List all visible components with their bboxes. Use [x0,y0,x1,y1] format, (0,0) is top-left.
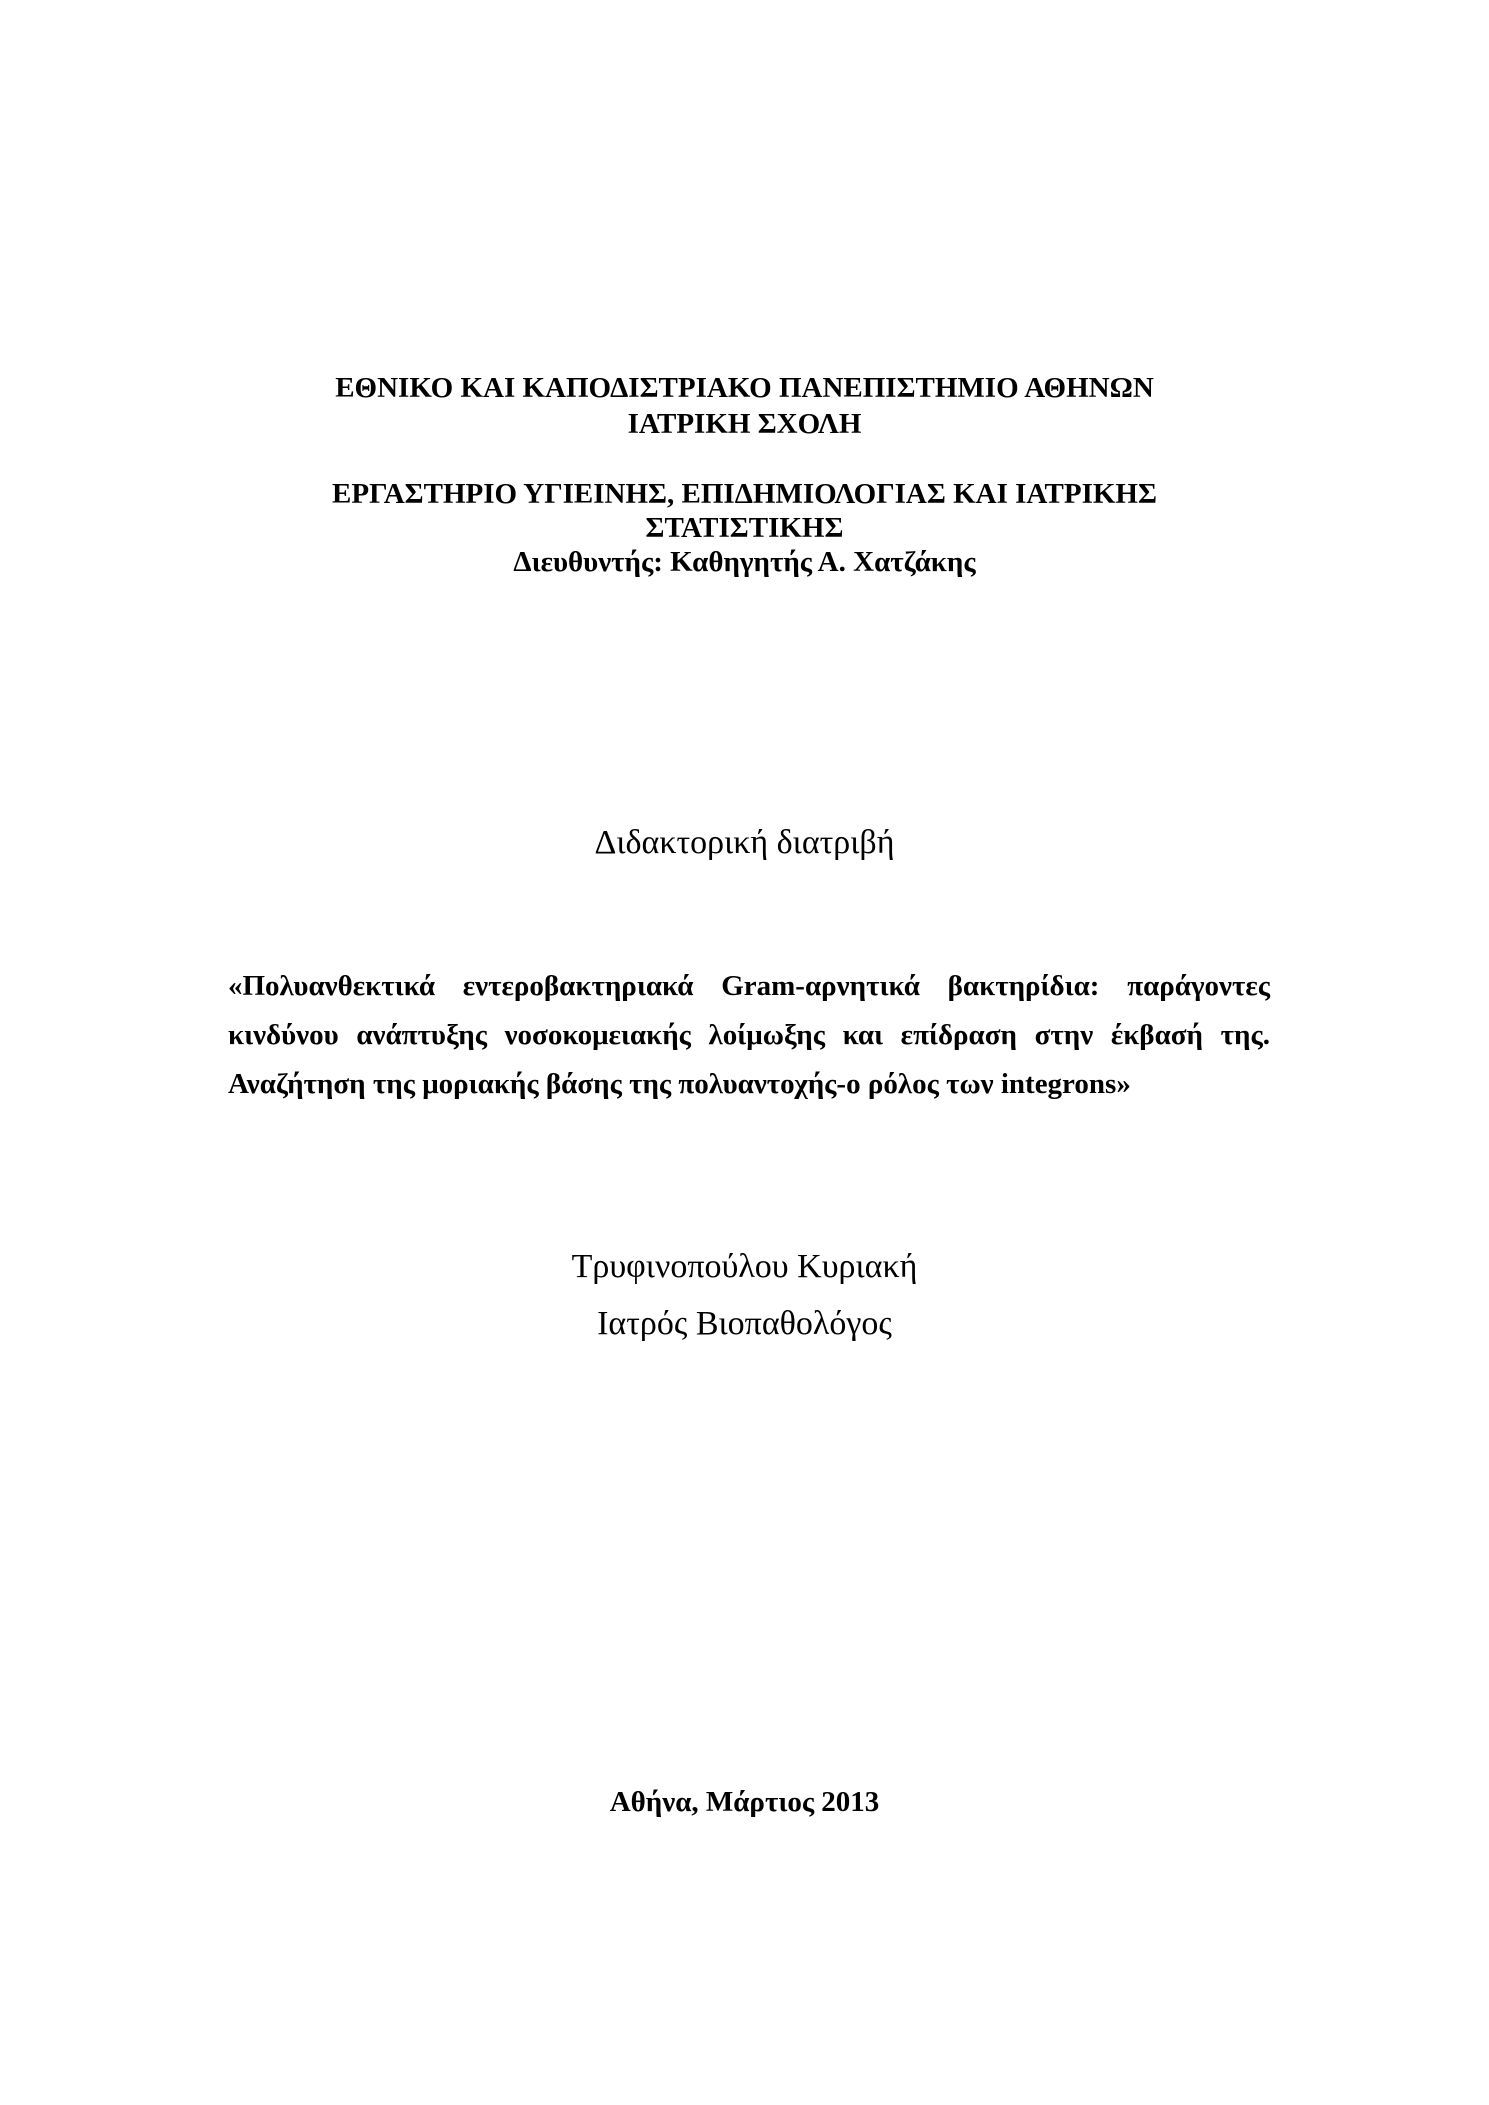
thesis-title-line2: κινδύνου ανάπτυξης νοσοκομειακής λοίμωξης και επίδραση στην έκβασή της. [228,1019,1270,1051]
laboratory-name-line2: ΣΤΑΤΙΣΤΙΚΗΣ [645,512,844,544]
university-name: ΕΘΝΙΚΟ ΚΑΙ ΚΑΠΟΔΙΣΤΡΙΑΚΟ ΠΑΝΕΠΙΣΤΗΜΙΟ ΑΘΗΝΩΝ [335,372,1154,404]
author-title: Ιατρός Βιοπαθολόγος [597,1305,892,1342]
laboratory-name-line1: ΕΡΓΑΣΤΗΡΙΟ ΥΓΙΕΙΝΗΣ, ΕΠΙΔΗΜΙΟΛΟΓΙΑΣ ΚΑΙ ΙΑΤΡΙΚΗΣ [332,478,1157,510]
director-line: Διευθυντής: Καθηγητής Α. Χατζάκης [513,546,976,578]
school-name: ΙΑΤΡΙΚΗ ΣΧΟΛΗ [627,408,862,440]
place-date: Αθήνα, Μάρτιος 2013 [609,1786,880,1818]
thesis-title-line1: «Πολυανθεκτικά εντεροβακτηριακά Gram-αρνητικά βακτηρίδια: παράγοντες [228,970,1270,1002]
author-name: Τρυφινοπούλου Κυριακή [571,1248,918,1285]
thesis-title [228,962,1270,1109]
document-type: Διδακτορική διατριβή [594,824,895,861]
thesis-title-line3: Αναζήτηση της μοριακής βάσης της πολυαντοχής-ο ρόλος των integrons» [228,1068,1131,1100]
